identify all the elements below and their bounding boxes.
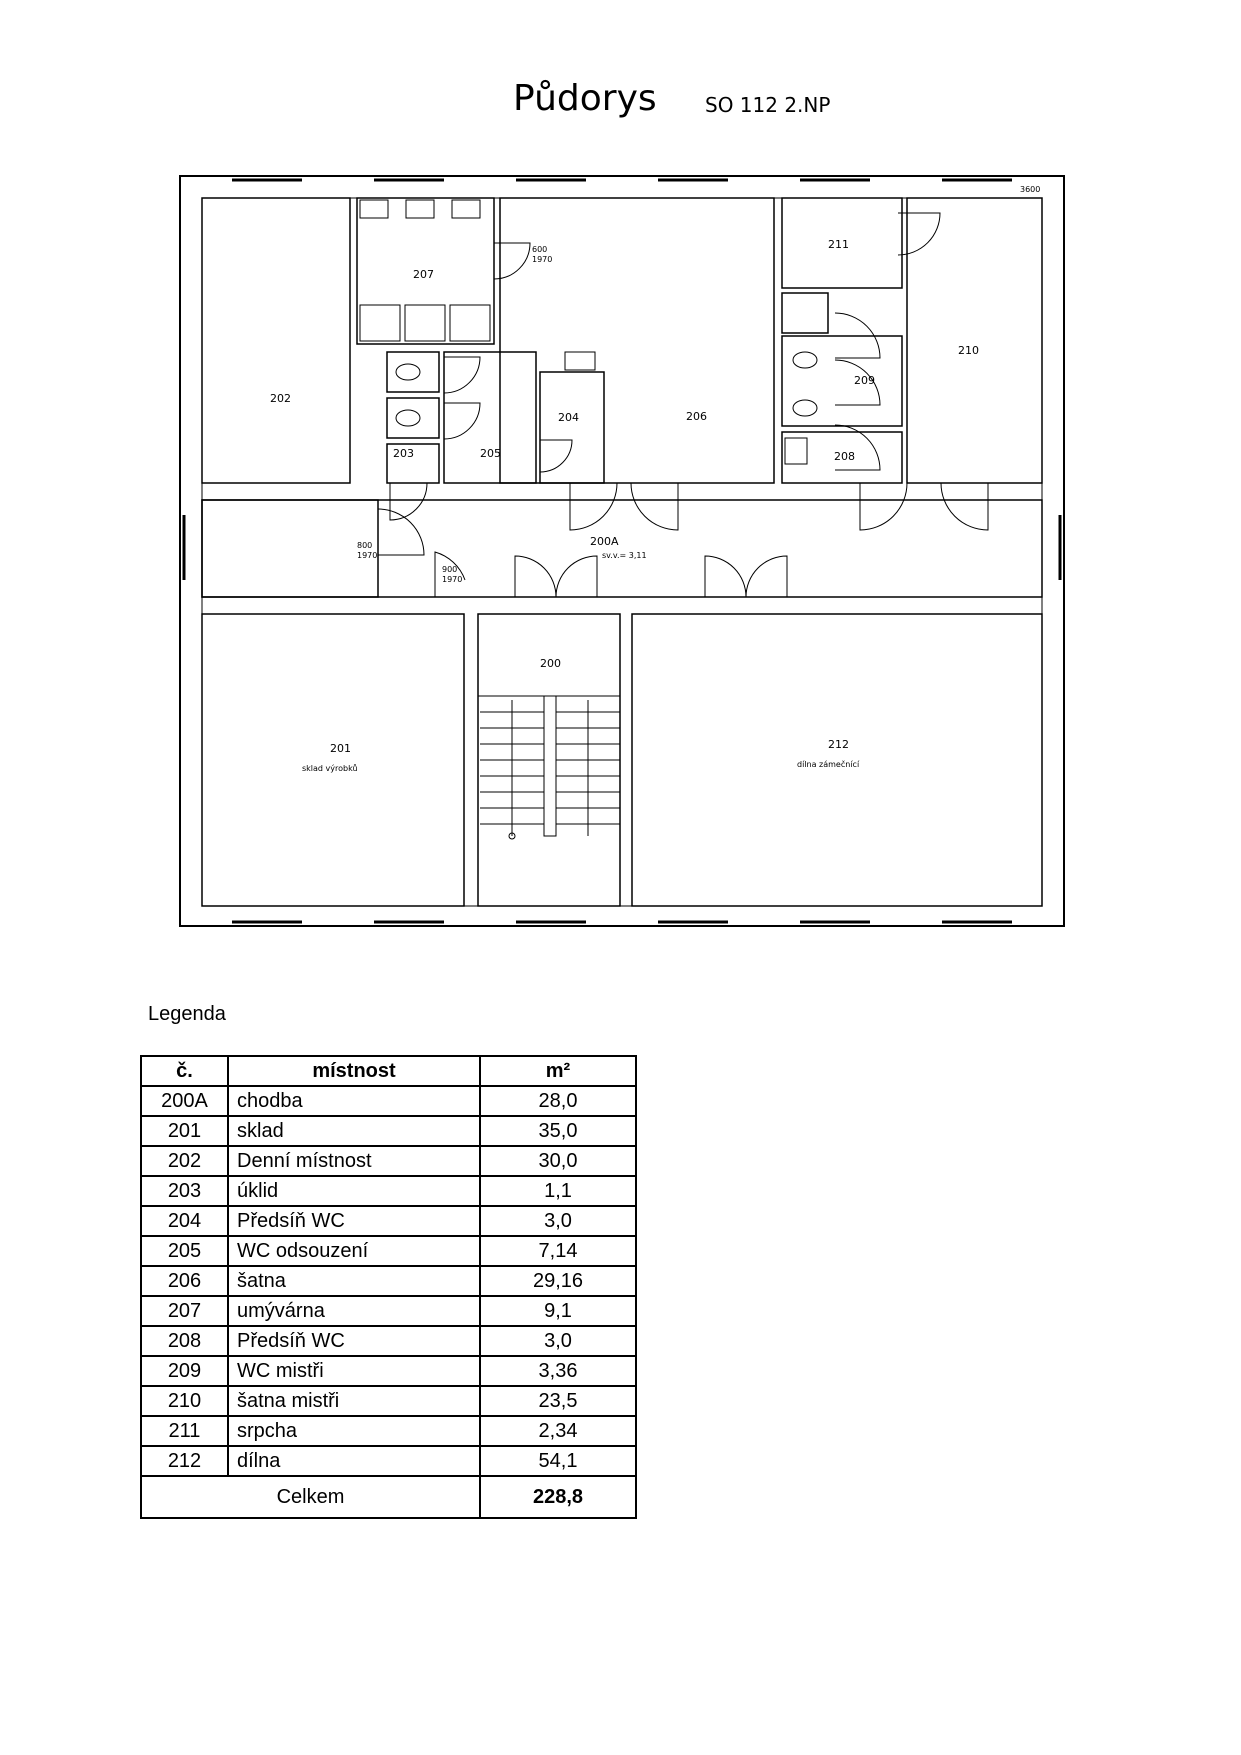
cell-no: 200A (141, 1086, 228, 1116)
legend-title: Legenda (148, 1003, 226, 1025)
door-code-600: 600 (532, 245, 548, 254)
cell-no: 212 (141, 1446, 228, 1476)
room-label-205: 205 (480, 447, 501, 460)
room-204-outline (540, 372, 604, 483)
cell-room: chodba (228, 1086, 480, 1116)
room-label-212: 212 (828, 738, 849, 751)
room-202-outline (202, 198, 350, 483)
cell-room: úklid (228, 1176, 480, 1206)
staircase (478, 696, 620, 839)
table-row (141, 1086, 636, 1116)
cell-no: 207 (141, 1296, 228, 1326)
cell-no: 208 (141, 1326, 228, 1356)
windows-side (184, 515, 1060, 580)
col-header-no: č. (141, 1056, 228, 1086)
cell-no: 204 (141, 1206, 228, 1236)
door-code-1970-c: 1970 (442, 575, 463, 584)
table-row (141, 1206, 636, 1236)
table-row (141, 1416, 636, 1446)
cell-area: 1,1 (480, 1176, 636, 1206)
room-labels (270, 185, 1040, 773)
corridor-200A-outline (202, 500, 1042, 597)
room-label-202: 202 (270, 392, 291, 405)
total-row (141, 1476, 636, 1518)
room-label-200A: 200A (590, 535, 619, 548)
cell-area: 30,0 (480, 1146, 636, 1176)
room-label-207: 207 (413, 268, 434, 281)
cell-no: 203 (141, 1176, 228, 1206)
cell-room: srpcha (228, 1416, 480, 1446)
table-row (141, 1266, 636, 1296)
table-row (141, 1446, 636, 1476)
room-label-204: 204 (558, 411, 579, 424)
table-row (141, 1356, 636, 1386)
room-label-208: 208 (834, 450, 855, 463)
height-mark: 3600 (1020, 185, 1041, 194)
table-row (141, 1116, 636, 1146)
page-title: Půdorys (513, 78, 657, 119)
room-label-210: 210 (958, 344, 979, 357)
cell-area: 28,0 (480, 1086, 636, 1116)
cell-room: Denní místnost (228, 1146, 480, 1176)
cell-area: 3,0 (480, 1206, 636, 1236)
legend-header-row (141, 1056, 636, 1086)
room-209-outline (782, 336, 902, 426)
room-201-outline (202, 614, 464, 906)
table-row (141, 1146, 636, 1176)
cell-room: sklad (228, 1116, 480, 1146)
door-code-900: 900 (442, 565, 458, 574)
cell-room: umývárna (228, 1296, 480, 1326)
col-header-room: místnost (228, 1056, 480, 1086)
cell-room: WC odsouzení (228, 1236, 480, 1266)
table-row (141, 1236, 636, 1266)
door-code-1970-b: 1970 (357, 551, 378, 560)
door-swings (378, 213, 988, 597)
cell-no: 209 (141, 1356, 228, 1386)
cell-no: 202 (141, 1146, 228, 1176)
room-205-outline (444, 352, 536, 483)
cell-room: WC mistři (228, 1356, 480, 1386)
cell-area: 7,14 (480, 1236, 636, 1266)
total-label: Celkem (141, 1476, 480, 1518)
cell-room: Předsíň WC (228, 1206, 480, 1236)
cell-area: 3,0 (480, 1326, 636, 1356)
cell-no: 210 (141, 1386, 228, 1416)
room-text-201: sklad výrobků (302, 764, 358, 773)
wc-cubicle-1 (387, 352, 439, 392)
cell-room: šatna mistři (228, 1386, 480, 1416)
room-label-209: 209 (854, 374, 875, 387)
cell-no: 201 (141, 1116, 228, 1146)
cell-room: Předsíň WC (228, 1326, 480, 1356)
total-value: 228,8 (480, 1476, 636, 1518)
table-row (141, 1386, 636, 1416)
room-label-206: 206 (686, 410, 707, 423)
cell-area: 3,36 (480, 1356, 636, 1386)
table-row (141, 1326, 636, 1356)
door-code-1970: 1970 (532, 255, 553, 264)
room-label-211: 211 (828, 238, 849, 251)
cell-area: 9,1 (480, 1296, 636, 1326)
cell-area: 35,0 (480, 1116, 636, 1146)
shower-box (782, 293, 828, 333)
legend-body (141, 1086, 636, 1518)
corridor-west-room (202, 500, 378, 597)
cell-room: šatna (228, 1266, 480, 1296)
cell-area: 29,16 (480, 1266, 636, 1296)
wc-cubicle-2 (387, 398, 439, 438)
sanitary-fixtures (360, 200, 817, 464)
cell-area: 2,34 (480, 1416, 636, 1446)
cell-area: 23,5 (480, 1386, 636, 1416)
drawing-code: SO 112 2.NP (705, 93, 831, 117)
col-header-area: m² (480, 1056, 636, 1086)
table-row (141, 1176, 636, 1206)
room-label-203: 203 (393, 447, 414, 460)
table-row (141, 1296, 636, 1326)
room-text-212: dílna zámečnící (797, 760, 860, 769)
legend-table (140, 1055, 637, 1519)
cell-no: 205 (141, 1236, 228, 1266)
cell-room: dílna (228, 1446, 480, 1476)
cell-no: 211 (141, 1416, 228, 1446)
cell-area: 54,1 (480, 1446, 636, 1476)
room-label-201: 201 (330, 742, 351, 755)
corridor-level: sv.v.= 3,11 (602, 551, 647, 560)
cell-no: 206 (141, 1266, 228, 1296)
room-label-200: 200 (540, 657, 561, 670)
door-code-800: 800 (357, 541, 373, 550)
room-210-outline (907, 198, 1042, 483)
